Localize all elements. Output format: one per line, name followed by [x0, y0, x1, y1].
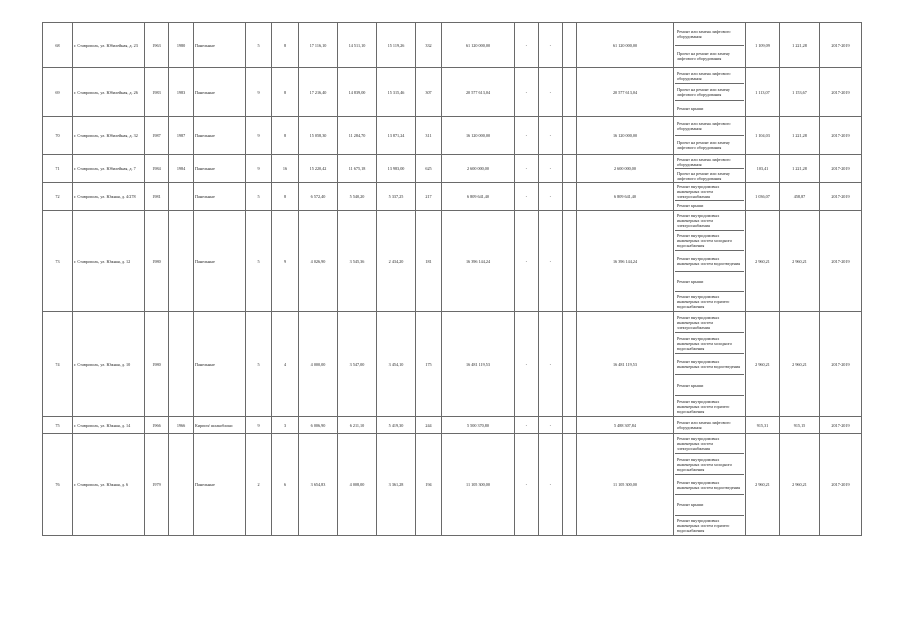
table-row — [43, 312, 862, 417]
table-row — [43, 117, 862, 155]
cell-entrances: 16 — [272, 155, 299, 183]
cell-cost-total: 6 809 641,40 — [442, 183, 515, 211]
cell-wall: Панельные — [194, 211, 246, 312]
cell-max-cost: 458,87 — [780, 183, 820, 211]
cell-address: г. Ставрополь, ул. Юбилейная, д. 7 — [73, 155, 145, 183]
cell-deadline: 2017-2019 — [820, 117, 862, 155]
empty-cell — [563, 155, 577, 183]
cell-residents: 332 — [416, 23, 442, 68]
cell-area-living: 6 211,10 — [338, 417, 377, 434]
table-row — [43, 68, 862, 117]
cell-wall: Панельные — [194, 117, 246, 155]
cell-unit-cost: 915,31 — [746, 417, 780, 434]
work-item: Ремонт внутридомовых инженерных систем горячего водоснабжения — [677, 517, 730, 533]
cell-year-built: 1984 — [145, 155, 169, 183]
work-item: Ремонт внутридомовых инженерных систем холодного водоснабжения — [675, 231, 744, 251]
cell-residents: 194 — [416, 434, 442, 536]
cell-residents: 181 — [416, 211, 442, 312]
cell-area-living: 11 675,18 — [338, 155, 377, 183]
cell-area-living: 14 839,00 — [338, 68, 377, 117]
cell-cost-f2: - — [539, 155, 563, 183]
cell-address: г. Ставрополь, ул. Юбилейная, д. 26 — [73, 68, 145, 117]
cell-works — [674, 312, 746, 417]
cell-area-total: 6 572,40 — [299, 183, 338, 211]
cell-entrances: 3 — [272, 417, 299, 434]
cell-year-built: 1980 — [145, 211, 169, 312]
work-item: Ремонт внутридомовых инженерных систем электроснабжения — [675, 434, 744, 454]
cell-max-cost: 1 221,28 — [780, 117, 820, 155]
cell-unit-cost: 2 960,21 — [746, 211, 780, 312]
work-item: Ремонт крыши — [675, 375, 744, 396]
cell-cost-owners: 16 396 144,24 — [577, 211, 674, 312]
work-item: Ремонт или замена лифтового оборудования — [675, 155, 744, 169]
cell-num: 70 — [43, 117, 73, 155]
work-item: Ремонт крыши — [675, 272, 744, 292]
cell-cost-total: 16 481 119,53 — [442, 312, 515, 417]
cell-year-built: 1963 — [145, 23, 169, 68]
cell-entrances: 9 — [272, 211, 299, 312]
cell-floors: 5 — [246, 211, 272, 312]
cell-area-nonliving: 15 119,26 — [377, 23, 416, 68]
cell-entrances: 8 — [272, 68, 299, 117]
cell-year-built: 1983 — [145, 68, 169, 117]
cell-works — [674, 211, 746, 312]
cell-deadline: 2017-2019 — [820, 155, 862, 183]
cell-cost-f1: - — [515, 183, 539, 211]
cell-area-living: 4 008,00 — [338, 434, 377, 536]
empty-cell — [563, 417, 577, 434]
cell-area-total: 15 220,42 — [299, 155, 338, 183]
cell-works — [674, 68, 746, 117]
cell-area-total: 15 058,30 — [299, 117, 338, 155]
empty-cell — [563, 23, 577, 68]
cell-wall: Кирпич/ шлакоблоки — [194, 417, 246, 434]
cell-area-nonliving: 3 454,10 — [377, 312, 416, 417]
cell-area-nonliving: 15 315,46 — [377, 68, 416, 117]
cell-cost-f2: - — [539, 417, 563, 434]
cell-year-built: 1966 — [145, 417, 169, 434]
cell-year-commissioning — [169, 434, 194, 536]
table-row — [43, 23, 862, 68]
table-row — [43, 211, 862, 312]
work-item: Ремонт внутридомовых инженерных систем холодного водоснабжения — [675, 333, 744, 354]
cell-area-nonliving: 13 983,00 — [377, 155, 416, 183]
empty-cell — [563, 211, 577, 312]
cell-cost-f1: - — [515, 155, 539, 183]
cell-year-commissioning — [169, 312, 194, 417]
cell-area-nonliving: 2 434,20 — [377, 211, 416, 312]
table-row — [43, 417, 862, 434]
cell-max-cost: 2 960,21 — [780, 312, 820, 417]
empty-cell — [563, 117, 577, 155]
cell-max-cost: 2 960,21 — [780, 434, 820, 536]
cell-wall: Панельные — [194, 23, 246, 68]
work-item: Ремонт крыши — [677, 105, 704, 111]
cell-cost-f1: - — [515, 417, 539, 434]
cell-residents: 307 — [416, 68, 442, 117]
cell-cost-f1: - — [515, 68, 539, 117]
cell-cost-f1: - — [515, 211, 539, 312]
cell-deadline: 2017-2019 — [820, 312, 862, 417]
cell-cost-total: 61 120 000,00 — [442, 23, 515, 68]
empty-cell — [563, 68, 577, 117]
cell-cost-total: 16 396 144,24 — [442, 211, 515, 312]
cell-num: 74 — [43, 312, 73, 417]
cell-works — [674, 155, 746, 183]
empty-cell — [563, 183, 577, 211]
work-item: Ремонт крыши — [675, 495, 744, 515]
table-row — [43, 434, 862, 536]
table-row — [43, 183, 862, 211]
cell-cost-total: 5 500 370,80 — [442, 417, 515, 434]
cell-cost-owners: 16 481 119,53 — [577, 312, 674, 417]
cell-address: г. Ставрополь, ул. Юбилейная, д. 23 — [73, 23, 145, 68]
cell-address: г. Ставрополь, ул. Южная, д. 6 — [73, 434, 145, 536]
cell-cost-f2: - — [539, 434, 563, 536]
work-item: Проект на ремонт или замену лифтового оборудования — [677, 170, 730, 181]
cell-cost-owners: 11 105 300,00 — [577, 434, 674, 536]
cell-residents: 625 — [416, 155, 442, 183]
cell-area-total: 17 216,40 — [299, 68, 338, 117]
table-body — [43, 23, 862, 536]
cell-wall: Панельные — [194, 312, 246, 417]
cell-entrances: 4 — [272, 312, 299, 417]
work-item: Проект на ремонт или замену лифтового оборудования — [677, 51, 730, 62]
cell-address: г. Ставрополь, ул. Южная, д. 14 — [73, 417, 145, 434]
cell-num: 75 — [43, 417, 73, 434]
cell-num: 68 — [43, 23, 73, 68]
cell-floors: 2 — [246, 434, 272, 536]
cell-address: г. Ставрополь, ул. Южная, д. 4/278 — [73, 183, 145, 211]
cell-num: 69 — [43, 68, 73, 117]
cell-entrances: 6 — [272, 434, 299, 536]
cell-unit-cost: 1 036,07 — [746, 183, 780, 211]
cell-area-nonliving: 3 361,28 — [377, 434, 416, 536]
work-item: Ремонт крыши — [677, 203, 704, 208]
cell-year-commissioning: 1987 — [169, 117, 194, 155]
cell-floors: 5 — [246, 23, 272, 68]
cell-cost-f1: - — [515, 23, 539, 68]
cell-max-cost: 915,15 — [780, 417, 820, 434]
cell-address: г. Ставрополь, ул. Южная, д. 12 — [73, 211, 145, 312]
work-item: Ремонт внутридомовых инженерных систем электроснабжения — [675, 211, 744, 231]
cell-year-commissioning: 1966 — [169, 417, 194, 434]
cell-area-living: 3 547,00 — [338, 312, 377, 417]
cell-works — [674, 117, 746, 155]
cell-deadline: 2017-2019 — [820, 417, 862, 434]
cell-year-commissioning: 1984 — [169, 155, 194, 183]
cell-unit-cost: 2 960,21 — [746, 434, 780, 536]
cell-cost-owners: 20 577 613,04 — [577, 68, 674, 117]
work-item: Ремонт внутридомовых инженерных систем холодного водоснабжения — [675, 454, 744, 474]
work-item: Проект на ремонт или замену лифтового оборудования — [677, 140, 730, 150]
empty-cell — [563, 312, 577, 417]
table-row — [43, 155, 862, 183]
cell-residents: 217 — [416, 183, 442, 211]
work-item: Ремонт внутридомовых инженерных систем водоотведения — [675, 475, 744, 495]
cell-area-total: 4 000,00 — [299, 312, 338, 417]
cell-wall: Панельные — [194, 155, 246, 183]
work-item: Ремонт или замена лифтового оборудования — [675, 68, 744, 84]
cell-deadline: 2017-2019 — [820, 23, 862, 68]
cell-cost-f2: - — [539, 183, 563, 211]
cell-cost-total: 11 105 300,00 — [442, 434, 515, 536]
work-item: Ремонт внутридомовых инженерных систем горячего водоснабжения — [677, 293, 730, 309]
cell-cost-f2: - — [539, 211, 563, 312]
cell-unit-cost: 1 109,09 — [746, 23, 780, 68]
cell-residents: 175 — [416, 312, 442, 417]
cell-address: г. Ставрополь, ул. Юбилейная, д. 32 — [73, 117, 145, 155]
cell-area-living: 11 284,70 — [338, 117, 377, 155]
cell-area-total: 6 006,90 — [299, 417, 338, 434]
cell-year-built: 1987 — [145, 117, 169, 155]
cell-area-living: 3 545,36 — [338, 211, 377, 312]
cell-area-nonliving: 5 419,30 — [377, 417, 416, 434]
cell-works — [674, 183, 746, 211]
cell-floors: 9 — [246, 155, 272, 183]
cell-num: 71 — [43, 155, 73, 183]
cell-year-commissioning — [169, 183, 194, 211]
capital-repair-table — [42, 22, 862, 536]
cell-cost-owners: 2 600 000,00 — [577, 155, 674, 183]
cell-address: г. Ставрополь, ул. Южная, д. 10 — [73, 312, 145, 417]
cell-cost-f2: - — [539, 117, 563, 155]
cell-max-cost: 2 960,21 — [780, 211, 820, 312]
work-item: Ремонт внутридомовых инженерных систем водоотведения — [675, 251, 744, 271]
cell-year-built: 1979 — [145, 434, 169, 536]
cell-cost-f1: - — [515, 117, 539, 155]
cell-cost-f1: - — [515, 434, 539, 536]
cell-floors: 5 — [246, 183, 272, 211]
cell-cost-f1: - — [515, 312, 539, 417]
cell-floors: 9 — [246, 117, 272, 155]
work-item: Ремонт внутридомовых инженерных систем электроснабжения — [675, 183, 744, 201]
cell-wall: Панельные — [194, 183, 246, 211]
cell-num: 76 — [43, 434, 73, 536]
cell-cost-total: 2 600 000,00 — [442, 155, 515, 183]
cell-deadline: 2017-2019 — [820, 434, 862, 536]
cell-wall: Панельные — [194, 68, 246, 117]
cell-wall: Панельные — [194, 434, 246, 536]
cell-area-nonliving: 13 871,24 — [377, 117, 416, 155]
cell-entrances: 8 — [272, 183, 299, 211]
cell-num: 72 — [43, 183, 73, 211]
cell-cost-owners: 16 120 000,00 — [577, 117, 674, 155]
cell-works — [674, 434, 746, 536]
cell-area-living: 14 511,10 — [338, 23, 377, 68]
cell-year-commissioning: 1983 — [169, 68, 194, 117]
cell-deadline: 2017-2019 — [820, 211, 862, 312]
cell-year-commissioning — [169, 211, 194, 312]
cell-max-cost: 1 153,67 — [780, 68, 820, 117]
cell-cost-owners: 61 120 000,00 — [577, 23, 674, 68]
cell-cost-owners: 6 809 641,40 — [577, 183, 674, 211]
cell-max-cost: 1 221,28 — [780, 23, 820, 68]
cell-area-nonliving: 5 337,25 — [377, 183, 416, 211]
work-item: Ремонт или замена лифтового оборудования — [675, 23, 744, 46]
work-item: Ремонт или замена лифтового оборудования — [677, 420, 731, 430]
cell-cost-total: 16 120 000,00 — [442, 117, 515, 155]
cell-deadline: 2017-2019 — [820, 68, 862, 117]
cell-floors: 9 — [246, 417, 272, 434]
cell-entrances: 8 — [272, 23, 299, 68]
cell-cost-total: 20 577 613,04 — [442, 68, 515, 117]
cell-area-living: 5 540,20 — [338, 183, 377, 211]
empty-cell — [563, 434, 577, 536]
work-item: Ремонт внутридомовых инженерных систем водоотведения — [675, 354, 744, 375]
cell-unit-cost: 1 104,03 — [746, 117, 780, 155]
cell-year-built: 1980 — [145, 312, 169, 417]
cell-cost-f2: - — [539, 312, 563, 417]
cell-unit-cost: 2 960,21 — [746, 312, 780, 417]
cell-deadline: 2017-2019 — [820, 183, 862, 211]
cell-floors: 9 — [246, 68, 272, 117]
cell-cost-owners: 5 488 307,84 — [577, 417, 674, 434]
work-item: Ремонт внутридомовых инженерных систем горячего водоснабжения — [677, 398, 730, 414]
cell-cost-f2: - — [539, 68, 563, 117]
cell-area-total: 4 026,90 — [299, 211, 338, 312]
cell-area-total: 17 116,10 — [299, 23, 338, 68]
cell-residents: 311 — [416, 117, 442, 155]
cell-unit-cost: 1 113,07 — [746, 68, 780, 117]
work-item: Ремонт внутридомовых инженерных систем электроснабжения — [675, 312, 744, 333]
work-item: Ремонт или замена лифтового оборудования — [675, 117, 744, 136]
cell-works — [674, 417, 746, 434]
cell-area-total: 3 654,83 — [299, 434, 338, 536]
cell-num: 73 — [43, 211, 73, 312]
cell-year-commissioning: 1980 — [169, 23, 194, 68]
cell-max-cost: 1 221,28 — [780, 155, 820, 183]
cell-year-built: 1981 — [145, 183, 169, 211]
cell-entrances: 8 — [272, 117, 299, 155]
cell-works — [674, 23, 746, 68]
work-item: Проект на ремонт или замену лифтового оборудования — [675, 84, 744, 100]
cell-residents: 244 — [416, 417, 442, 434]
cell-cost-f2: - — [539, 23, 563, 68]
cell-floors: 5 — [246, 312, 272, 417]
cell-unit-cost: 103,41 — [746, 155, 780, 183]
